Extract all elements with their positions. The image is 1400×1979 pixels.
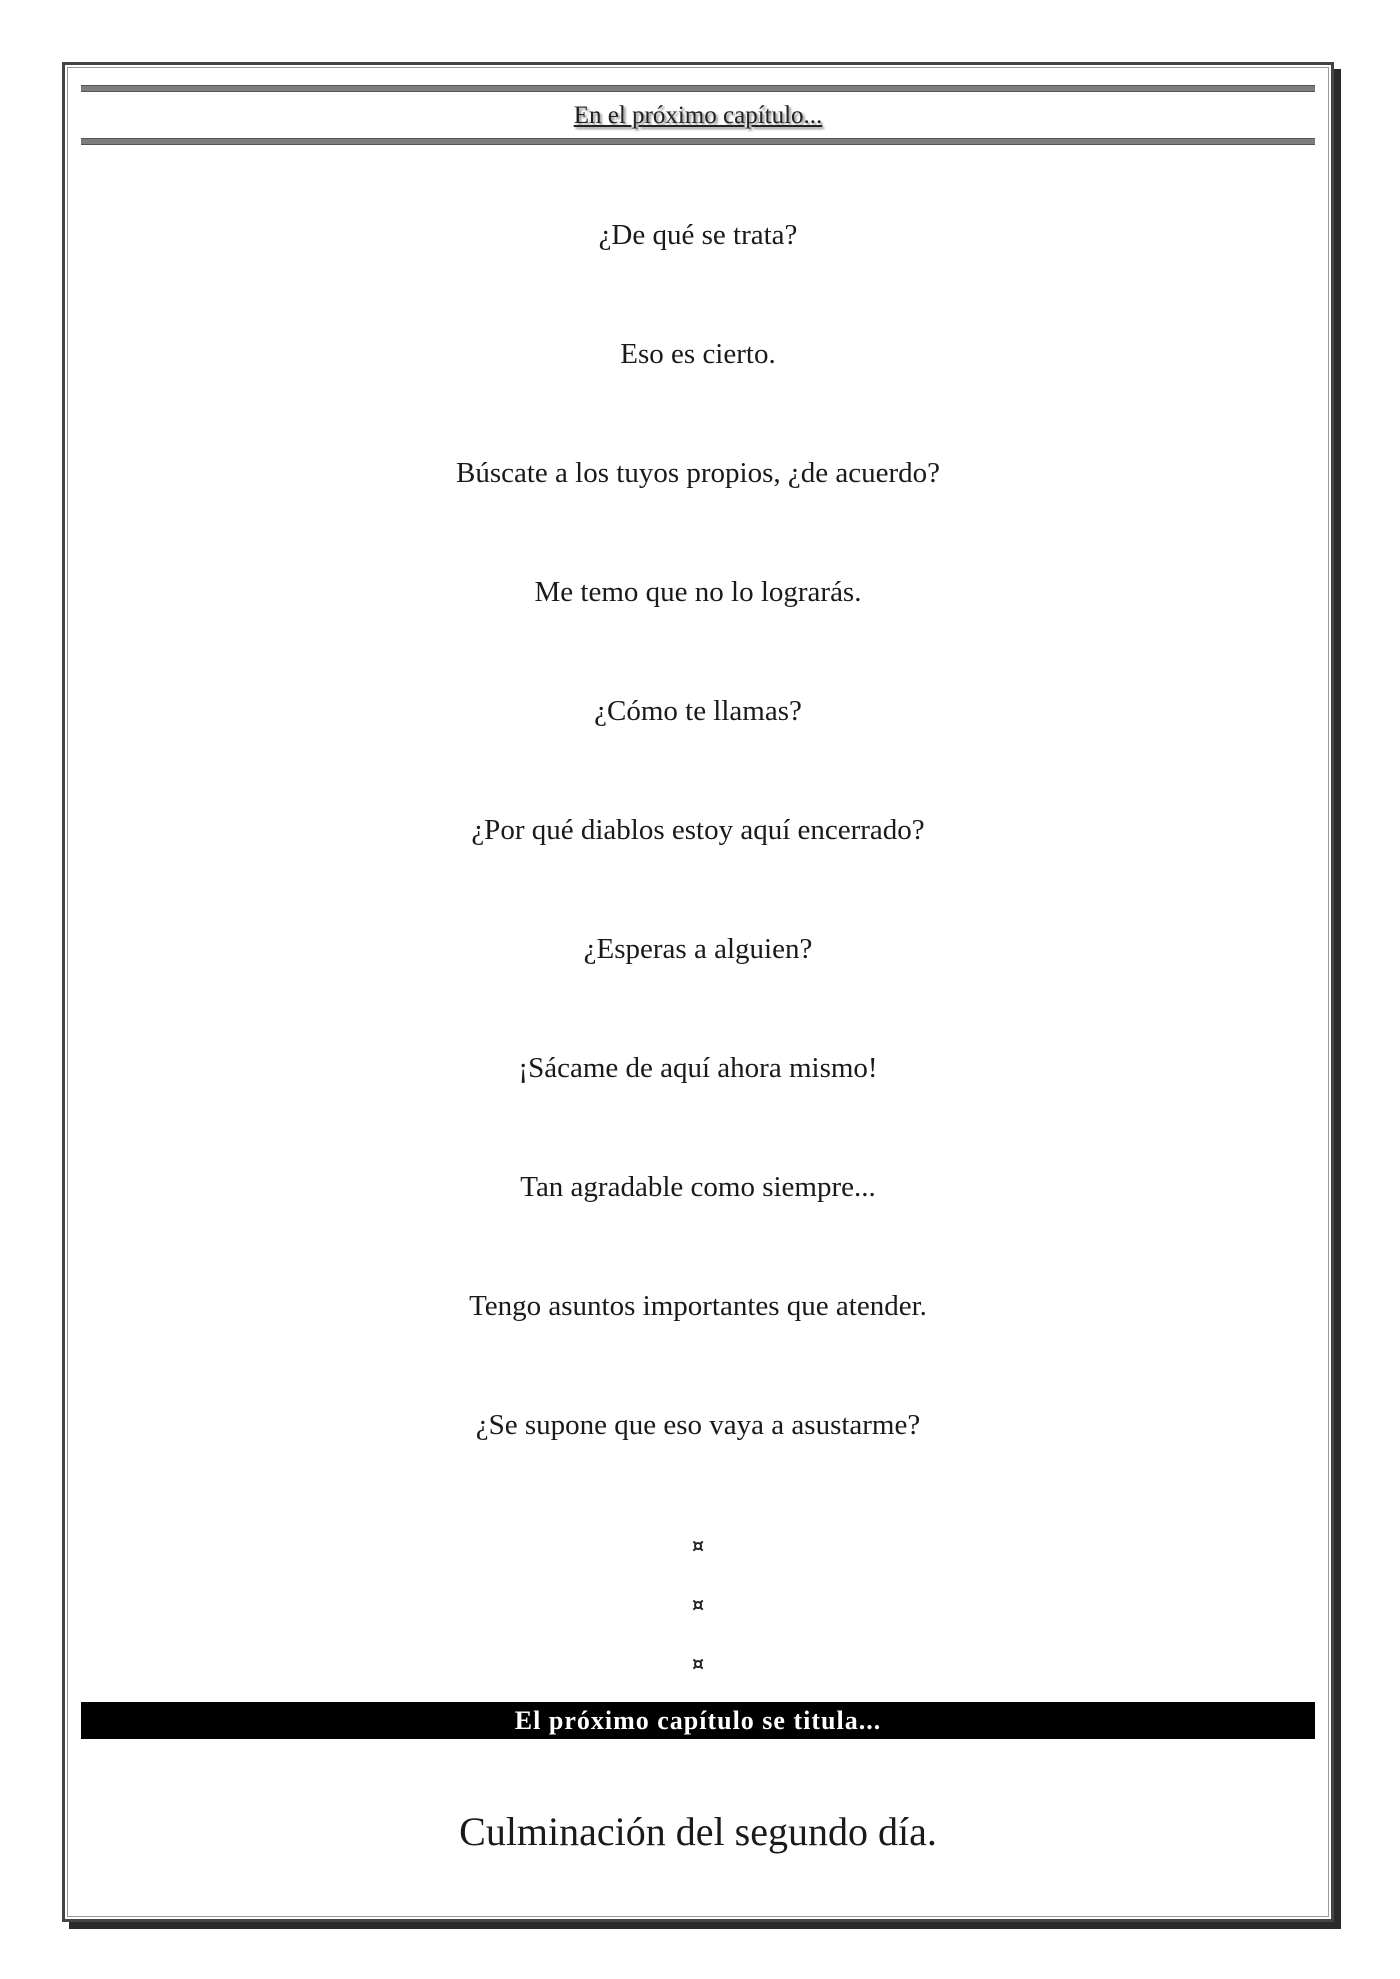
next-chapter-banner: El próximo capítulo se titula... (81, 1702, 1315, 1739)
header-bottom-rule (81, 138, 1315, 145)
ornament-icon: ¤ (691, 1653, 705, 1675)
header-title: En el próximo capítulo... (573, 102, 823, 129)
ornament-icon: ¤ (691, 1594, 705, 1616)
header-top-rule (81, 85, 1315, 92)
next-chapter-title: Culminación del segundo día. (459, 1809, 937, 1854)
page-frame (62, 62, 1334, 1922)
dialogue-line: ¿Cómo te llamas? (594, 695, 802, 727)
dialogue-line: ¿Se supone que eso vaya a asustarme? (475, 1409, 921, 1441)
dialogue-line: ¿Esperas a alguien? (583, 933, 813, 965)
dialogue-line: ¿De qué se trata? (598, 219, 798, 251)
dialogue-line: Tan agradable como siempre... (520, 1171, 876, 1203)
dialogue-line: Tengo asuntos importantes que atender. (469, 1290, 927, 1322)
dialogue-line: ¿Por qué diablos estoy aquí encerrado? (471, 814, 925, 846)
dialogue-line: ¡Sácame de aquí ahora mismo! (518, 1052, 878, 1084)
dialogue-line: Eso es cierto. (620, 338, 776, 370)
dialogue-line: Me temo que no lo lograrás. (534, 576, 862, 608)
ornament-divider (65, 1531, 1331, 1708)
dialogue-line: Búscate a los tuyos propios, ¿de acuerdo? (456, 457, 940, 489)
dialogue-lines (65, 215, 1331, 1524)
ornament-icon: ¤ (691, 1535, 705, 1557)
